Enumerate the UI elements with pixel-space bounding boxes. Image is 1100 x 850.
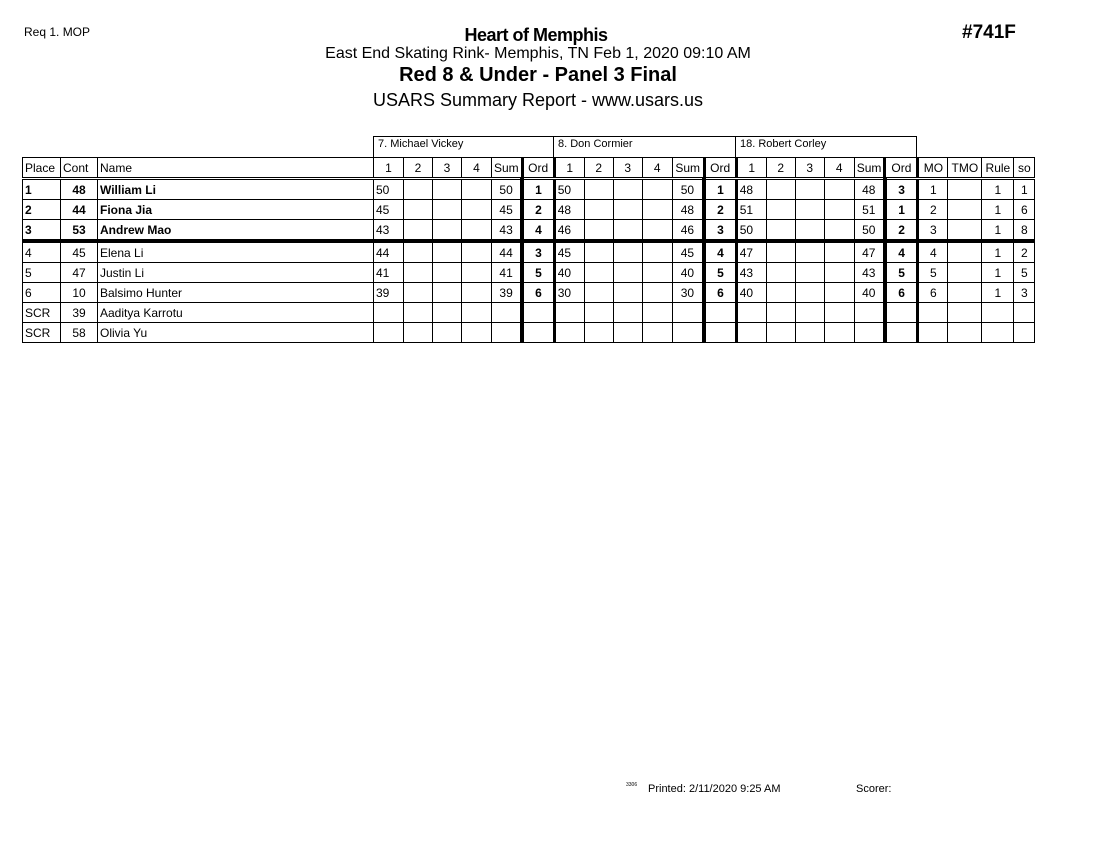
header-judge-col: 3 <box>613 158 642 179</box>
place-cell: 5 <box>23 263 61 283</box>
location-date: East End Skating Rink- Memphis, TN Feb 1, 2020 09:10 AM <box>325 45 751 62</box>
rule-cell: 1 <box>982 179 1014 200</box>
score-cell <box>404 323 433 343</box>
score-cell: 48 <box>554 200 584 220</box>
column-header-row <box>23 158 1035 179</box>
score-cell <box>642 323 672 343</box>
score-cell <box>642 303 672 323</box>
score-cell <box>374 303 404 323</box>
place-cell: 3 <box>23 220 61 242</box>
header-place: Place <box>23 158 61 179</box>
name-cell: Aaditya Karrotu <box>98 303 374 323</box>
score-cell <box>824 323 854 343</box>
ordinal-cell: 2 <box>704 200 736 220</box>
tmo-cell <box>948 283 982 303</box>
score-cell <box>613 241 642 263</box>
score-cell <box>584 283 613 303</box>
cont-cell: 45 <box>61 241 98 263</box>
place-cell: 1 <box>23 179 61 200</box>
score-cell <box>404 303 433 323</box>
score-cell <box>584 303 613 323</box>
ordinal-cell: 2 <box>885 220 918 242</box>
score-cell <box>433 283 462 303</box>
cont-cell: 44 <box>61 200 98 220</box>
score-cell: 41 <box>374 263 404 283</box>
score-cell <box>584 323 613 343</box>
ordinal-cell: 4 <box>704 241 736 263</box>
score-cell: 40 <box>554 263 584 283</box>
sum-cell: 46 <box>672 220 704 242</box>
score-cell <box>766 323 795 343</box>
score-cell <box>433 323 462 343</box>
name-cell: Elena Li <box>98 241 374 263</box>
table-row <box>23 241 1035 263</box>
score-cell <box>433 263 462 283</box>
rule-cell: 1 <box>982 283 1014 303</box>
header-judge-col: Sum <box>492 158 523 179</box>
header-judge-col: Ord <box>885 158 918 179</box>
rule-cell: 1 <box>982 263 1014 283</box>
header-judge-col: 4 <box>824 158 854 179</box>
ordinal-cell: 3 <box>522 241 554 263</box>
ordinal-cell: 6 <box>885 283 918 303</box>
table-row <box>23 220 1035 242</box>
score-cell: 30 <box>554 283 584 303</box>
competition-title: Heart of Memphis <box>464 25 608 45</box>
tmo-cell <box>948 323 982 343</box>
cont-cell: 48 <box>61 179 98 200</box>
cont-cell: 39 <box>61 303 98 323</box>
score-cell <box>766 263 795 283</box>
mo-cell <box>918 323 948 343</box>
score-cell <box>433 200 462 220</box>
header-judge-col: 4 <box>462 158 492 179</box>
so-cell <box>1014 323 1035 343</box>
rule-cell <box>982 303 1014 323</box>
mo-cell: 4 <box>918 241 948 263</box>
score-cell <box>613 200 642 220</box>
judge-header: 18. Robert Corley <box>735 136 917 157</box>
ordinal-cell: 2 <box>522 200 554 220</box>
header-judge-col: Sum <box>854 158 885 179</box>
place-cell: 2 <box>23 200 61 220</box>
score-cell <box>824 220 854 242</box>
score-cell <box>824 200 854 220</box>
sum-cell: 40 <box>854 283 885 303</box>
mo-cell: 5 <box>918 263 948 283</box>
score-cell: 45 <box>374 200 404 220</box>
score-cell <box>404 241 433 263</box>
tmo-cell <box>948 263 982 283</box>
ordinal-cell: 3 <box>885 179 918 200</box>
score-cell <box>613 220 642 242</box>
mo-cell: 2 <box>918 200 948 220</box>
sum-cell: 47 <box>854 241 885 263</box>
header-judge-col: 1 <box>374 158 404 179</box>
score-cell <box>613 179 642 200</box>
score-cell <box>824 303 854 323</box>
mo-cell: 6 <box>918 283 948 303</box>
header-judge-col: 3 <box>795 158 824 179</box>
score-cell <box>824 241 854 263</box>
ordinal-cell: 4 <box>885 241 918 263</box>
score-cell <box>642 200 672 220</box>
header-mo: MO <box>918 158 948 179</box>
score-cell <box>404 283 433 303</box>
sum-cell: 50 <box>854 220 885 242</box>
ordinal-cell <box>522 303 554 323</box>
tmo-cell <box>948 241 982 263</box>
ordinal-cell <box>885 303 918 323</box>
table-row <box>23 323 1035 343</box>
score-cell: 51 <box>736 200 766 220</box>
score-cell: 40 <box>736 283 766 303</box>
score-cell <box>642 283 672 303</box>
sum-cell: 50 <box>492 179 523 200</box>
score-cell <box>736 303 766 323</box>
score-cell <box>584 220 613 242</box>
name-cell: Justin Li <box>98 263 374 283</box>
sum-cell: 48 <box>854 179 885 200</box>
cont-cell: 10 <box>61 283 98 303</box>
sum-cell <box>492 323 523 343</box>
score-cell <box>462 220 492 242</box>
tmo-cell <box>948 200 982 220</box>
table-row <box>23 179 1035 200</box>
ordinal-cell: 3 <box>704 220 736 242</box>
ordinal-cell <box>885 323 918 343</box>
sum-cell <box>854 303 885 323</box>
report-code: 3306 <box>626 782 638 788</box>
place-cell: 6 <box>23 283 61 303</box>
table-row <box>23 263 1035 283</box>
so-cell <box>1014 303 1035 323</box>
sum-cell: 30 <box>672 283 704 303</box>
judge-header: 8. Don Cormier <box>553 136 736 157</box>
score-cell <box>795 241 824 263</box>
score-cell <box>613 283 642 303</box>
sum-cell: 43 <box>854 263 885 283</box>
mo-cell: 3 <box>918 220 948 242</box>
header-tmo: TMO <box>948 158 982 179</box>
score-cell: 46 <box>554 220 584 242</box>
header-judge-col: Ord <box>704 158 736 179</box>
score-cell: 50 <box>374 179 404 200</box>
so-cell: 8 <box>1014 220 1035 242</box>
judge-header: 7. Michael Vickey <box>373 136 554 157</box>
score-cell: 50 <box>554 179 584 200</box>
sum-cell: 45 <box>492 200 523 220</box>
score-cell <box>584 200 613 220</box>
score-cell <box>824 179 854 200</box>
score-cell <box>766 283 795 303</box>
score-cell <box>462 263 492 283</box>
header-judge-col: 1 <box>554 158 584 179</box>
sum-cell <box>492 303 523 323</box>
score-cell <box>613 323 642 343</box>
event-name: Red 8 & Under - Panel 3 Final <box>399 64 677 86</box>
name-cell: Fiona Jia <box>98 200 374 220</box>
score-cell <box>795 323 824 343</box>
sum-cell <box>672 303 704 323</box>
score-cell <box>795 263 824 283</box>
sum-cell <box>854 323 885 343</box>
ordinal-cell <box>704 303 736 323</box>
score-cell <box>433 241 462 263</box>
name-cell: William Li <box>98 179 374 200</box>
score-cell <box>462 241 492 263</box>
tmo-cell <box>948 303 982 323</box>
mo-cell <box>918 303 948 323</box>
ordinal-cell: 1 <box>522 179 554 200</box>
ordinal-cell: 6 <box>704 283 736 303</box>
sum-cell: 48 <box>672 200 704 220</box>
score-cell: 39 <box>374 283 404 303</box>
score-cell <box>766 200 795 220</box>
score-cell <box>795 200 824 220</box>
so-cell: 5 <box>1014 263 1035 283</box>
score-cell <box>433 179 462 200</box>
header-judge-col: Sum <box>672 158 704 179</box>
score-cell <box>613 303 642 323</box>
score-cell: 43 <box>374 220 404 242</box>
ordinal-cell: 5 <box>522 263 554 283</box>
score-cell <box>766 303 795 323</box>
score-cell: 44 <box>374 241 404 263</box>
score-cell <box>374 323 404 343</box>
sum-cell: 45 <box>672 241 704 263</box>
score-cell <box>795 179 824 200</box>
score-cell <box>642 263 672 283</box>
sum-cell: 44 <box>492 241 523 263</box>
header-rule: Rule <box>982 158 1014 179</box>
score-cell <box>736 323 766 343</box>
sum-cell: 41 <box>492 263 523 283</box>
score-cell: 43 <box>736 263 766 283</box>
header-name: Name <box>98 158 374 179</box>
name-cell: Balsimo Hunter <box>98 283 374 303</box>
scorer-label: Scorer: <box>856 783 892 795</box>
header-judge-col: 3 <box>433 158 462 179</box>
request-label: Req 1. MOP <box>24 25 91 39</box>
sum-cell <box>672 323 704 343</box>
header-so: so <box>1014 158 1035 179</box>
score-cell <box>642 241 672 263</box>
score-cell <box>462 323 492 343</box>
score-cell <box>462 200 492 220</box>
header-cont: Cont <box>61 158 98 179</box>
sum-cell: 50 <box>672 179 704 200</box>
score-cell <box>766 220 795 242</box>
cont-cell: 53 <box>61 220 98 242</box>
ordinal-cell: 1 <box>704 179 736 200</box>
place-cell: SCR <box>23 303 61 323</box>
cont-cell: 47 <box>61 263 98 283</box>
score-cell <box>795 283 824 303</box>
cont-cell: 58 <box>61 323 98 343</box>
header-judge-col: 2 <box>584 158 613 179</box>
score-cell <box>824 283 854 303</box>
score-cell <box>584 241 613 263</box>
score-cell <box>404 220 433 242</box>
score-cell <box>462 303 492 323</box>
table-row <box>23 283 1035 303</box>
so-cell: 2 <box>1014 241 1035 263</box>
event-number: #741F <box>962 22 1016 43</box>
so-cell: 1 <box>1014 179 1035 200</box>
ordinal-cell: 6 <box>522 283 554 303</box>
score-cell <box>584 179 613 200</box>
score-cell <box>404 263 433 283</box>
header-judge-col: Ord <box>522 158 554 179</box>
rule-cell: 1 <box>982 200 1014 220</box>
score-cell <box>404 179 433 200</box>
score-cell <box>462 179 492 200</box>
rule-cell <box>982 323 1014 343</box>
tmo-cell <box>948 220 982 242</box>
sum-cell: 51 <box>854 200 885 220</box>
score-cell <box>554 323 584 343</box>
score-cell <box>642 220 672 242</box>
results-table <box>22 157 1035 343</box>
header-judge-col: 2 <box>404 158 433 179</box>
score-cell <box>462 283 492 303</box>
score-cell <box>795 220 824 242</box>
header-judge-col: 1 <box>736 158 766 179</box>
table-row <box>23 200 1035 220</box>
sum-cell: 40 <box>672 263 704 283</box>
ordinal-cell: 1 <box>885 200 918 220</box>
score-cell <box>404 200 433 220</box>
report-title: USARS Summary Report - www.usars.us <box>372 90 704 110</box>
score-cell: 45 <box>554 241 584 263</box>
score-cell <box>613 263 642 283</box>
rule-cell: 1 <box>982 241 1014 263</box>
score-cell: 48 <box>736 179 766 200</box>
ordinal-cell <box>522 323 554 343</box>
score-cell <box>795 303 824 323</box>
header-judge-col: 4 <box>642 158 672 179</box>
header-judge-col: 2 <box>766 158 795 179</box>
score-cell <box>433 220 462 242</box>
ordinal-cell <box>704 323 736 343</box>
score-cell <box>824 263 854 283</box>
place-cell: 4 <box>23 241 61 263</box>
table-row <box>23 303 1035 323</box>
score-cell: 47 <box>736 241 766 263</box>
printed-date: Printed: 2/11/2020 9:25 AM <box>648 783 781 795</box>
score-cell <box>766 179 795 200</box>
mo-cell: 1 <box>918 179 948 200</box>
tmo-cell <box>948 179 982 200</box>
ordinal-cell: 5 <box>885 263 918 283</box>
place-cell: SCR <box>23 323 61 343</box>
so-cell: 3 <box>1014 283 1035 303</box>
score-cell <box>554 303 584 323</box>
score-cell <box>584 263 613 283</box>
score-cell <box>642 179 672 200</box>
score-cell: 50 <box>736 220 766 242</box>
so-cell: 6 <box>1014 200 1035 220</box>
ordinal-cell: 4 <box>522 220 554 242</box>
ordinal-cell: 5 <box>704 263 736 283</box>
rule-cell: 1 <box>982 220 1014 242</box>
name-cell: Andrew Mao <box>98 220 374 242</box>
score-cell <box>766 241 795 263</box>
score-cell <box>433 303 462 323</box>
name-cell: Olivia Yu <box>98 323 374 343</box>
sum-cell: 43 <box>492 220 523 242</box>
sum-cell: 39 <box>492 283 523 303</box>
